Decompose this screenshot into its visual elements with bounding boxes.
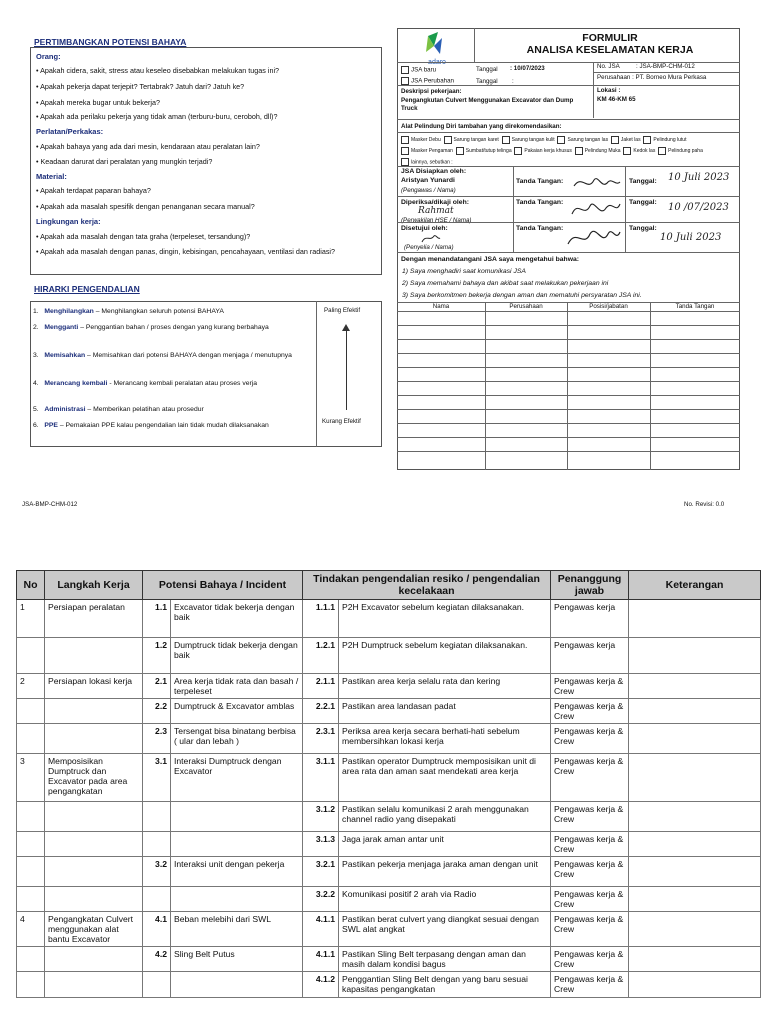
control-text: Pastikan Sling Belt terpasang dengan aman dan masih dalam kondisi bagus xyxy=(339,947,551,972)
pj-text: Pengawas kerja & Crew xyxy=(551,699,629,724)
control-text: Pastikan pekerja menjaga jaraka aman dengan unit xyxy=(339,857,551,887)
row-step: Persiapan lokasi kerja xyxy=(45,674,143,699)
pj-text: Pengawas kerja & Crew xyxy=(551,724,629,754)
bullet: • Apakah terdapat paparan bahaya? xyxy=(36,186,151,195)
table-row xyxy=(17,887,761,912)
table-row xyxy=(17,857,761,887)
att-col-perusahaan: Perusahaan xyxy=(509,303,543,310)
row-no xyxy=(17,857,45,887)
jsa-table xyxy=(16,570,761,998)
control-no: 2.3.1 xyxy=(303,724,339,754)
diperiksa-name: Rahmat xyxy=(418,206,454,216)
control-text: Jaga jarak aman antar unit xyxy=(339,832,551,857)
disiapkan-role: (Pengawas / Nama) xyxy=(401,187,456,194)
control-no: 3.1.1 xyxy=(303,754,339,802)
hazard-text: Sling Belt Putus xyxy=(171,947,303,972)
pj-text: Pengawas kerja & Crew xyxy=(551,674,629,699)
hazard-no: 4.1 xyxy=(143,912,171,947)
pj-text: Pengawas kerja & Crew xyxy=(551,802,629,832)
row-no xyxy=(17,699,45,724)
att-col-ttd: Tanda Tangan xyxy=(675,303,715,310)
control-no: 4.1.1 xyxy=(303,947,339,972)
control-text: Penggantian Sling Belt dengan yang baru sesuai kapasitas pengangkatan xyxy=(339,972,551,998)
approver-mark-icon xyxy=(420,232,442,244)
control-no: 1.2.1 xyxy=(303,638,339,674)
row-no: 2 xyxy=(17,674,45,699)
control-no: 1.1.1 xyxy=(303,600,339,638)
control-no: 3.1.3 xyxy=(303,832,339,857)
apd-checkbox[interactable]: Pakaian kerja khusus xyxy=(514,148,572,154)
hazard-no: 3.1 xyxy=(143,754,171,802)
row-no xyxy=(17,724,45,754)
pj-text: Pengawas kerja & Crew xyxy=(551,912,629,947)
control-no: 3.2.2 xyxy=(303,887,339,912)
diperiksa-role: (Perwakilan HSE / Nama) xyxy=(401,217,472,224)
row-step xyxy=(45,857,143,887)
hazard-no xyxy=(143,887,171,912)
no-jsa-label: No. JSA xyxy=(597,63,620,70)
keterangan xyxy=(629,724,761,754)
table-row xyxy=(17,638,761,674)
table-row xyxy=(17,724,761,754)
tgl2-value: 10 /07/2023 xyxy=(668,202,729,213)
bullet: • Apakah ada masalah dengan tata graha (terpeleset, tersandung)? xyxy=(36,232,251,241)
hazard-no: 1.2 xyxy=(143,638,171,674)
keterangan xyxy=(629,912,761,947)
tgl3-value: 10 Juli 2023 xyxy=(660,232,722,243)
table-row xyxy=(17,674,761,699)
hazard-text: Tersengat bisa binatang berbisa ( ular dan lebah ) xyxy=(171,724,303,754)
lokasi-value: KM 46-KM 65 xyxy=(597,96,636,103)
tgl1-value: 10 Juli 2023 xyxy=(668,172,730,183)
tanggal2-label: Tanggal xyxy=(476,78,498,85)
control-no: 3.1.2 xyxy=(303,802,339,832)
apd-row-2 xyxy=(401,147,703,155)
pj-text: Pengawas kerja xyxy=(551,600,629,638)
form-title-1: FORMULIR xyxy=(582,32,638,44)
row-no xyxy=(17,802,45,832)
paling-efektif-label: Paling Efektif xyxy=(324,307,361,314)
jsa-perubahan-checkbox[interactable]: JSA Perubahan xyxy=(401,77,454,85)
row-no xyxy=(17,887,45,912)
hirarki-item: 2. Mengganti – Penggantian bahan / proses dengan yang kurang berbahaya xyxy=(33,324,269,331)
apd-lainnya[interactable]: lainnya, sebutkan : xyxy=(401,158,453,166)
col-no: No xyxy=(17,571,45,600)
row-step xyxy=(45,724,143,754)
col-pj: Penanggung jawab xyxy=(551,571,629,600)
disiapkan-label: JSA Disiapkan oleh: xyxy=(401,168,467,175)
hazard-text: Interaksi unit dengan pekerja xyxy=(171,857,303,887)
row-step xyxy=(45,802,143,832)
no-jsa-value: : JSA-BMP-CHM-012 xyxy=(636,63,695,70)
hazard-no: 2.1 xyxy=(143,674,171,699)
doc-code: JSA-BMP-CHM-012 xyxy=(22,501,78,508)
sign-point: 1) Saya menghadiri saat komunikasi JSA xyxy=(402,268,526,275)
hirarki-item: 4. Merancang kembali - Merancang kembali peralatan atau proses verja xyxy=(33,380,258,387)
hazard-no: 4.2 xyxy=(143,947,171,972)
diperiksa-label: Diperiksa/dikaji oleh: xyxy=(401,199,469,206)
hazard-text xyxy=(171,832,303,857)
hazard-text xyxy=(171,972,303,998)
control-text: Pastikan berat culvert yang diangkat sesuai dengan SWL alat angkat xyxy=(339,912,551,947)
disetujui-role: (Penyelia / Nama) xyxy=(404,244,454,251)
bullet: • Keadaan darurat dari peralatan yang mungkin terjadi? xyxy=(36,157,213,166)
control-text: Komunikasi positif 2 arah via Radio xyxy=(339,887,551,912)
row-step xyxy=(45,638,143,674)
row-no: 1 xyxy=(17,600,45,638)
row-step xyxy=(45,887,143,912)
apd-checkbox[interactable]: Kedok las xyxy=(623,148,655,154)
row-step: Persiapan peralatan xyxy=(45,600,143,638)
perusahaan: Perusahaan : PT. Borneo Mura Perkasa xyxy=(597,74,707,81)
potensi-bahaya-title: PERTIMBANGKAN POTENSI BAHAYA xyxy=(34,37,187,47)
keterangan xyxy=(629,972,761,998)
hazard-no xyxy=(143,972,171,998)
keterangan xyxy=(629,832,761,857)
apd-row-1 xyxy=(401,136,686,144)
row-no: 4 xyxy=(17,912,45,947)
apd-checkbox[interactable]: Sarung tangan kulit xyxy=(502,137,555,143)
control-text: Pastikan operator Dumptruck memposisikan unit di area rata dan aman saat mendekati area kerja xyxy=(339,754,551,802)
control-text: Pastikan area landasan padat xyxy=(339,699,551,724)
group-label-peralatan: Perlatan/Perkakas: xyxy=(36,127,104,136)
table-row xyxy=(17,947,761,972)
control-text: Pastikan area kerja selalu rata dan kering xyxy=(339,674,551,699)
tanggal-value: : 10/07/2023 xyxy=(510,65,545,72)
control-no: 2.2.1 xyxy=(303,699,339,724)
group-label-lingkungan: Lingkungan kerja: xyxy=(36,217,101,226)
group-label-material: Material: xyxy=(36,172,67,181)
row-no xyxy=(17,638,45,674)
ttd-label: Tanda Tangan: xyxy=(516,225,564,232)
keterangan xyxy=(629,802,761,832)
control-no: 2.1.1 xyxy=(303,674,339,699)
pj-text: Pengawas kerja & Crew xyxy=(551,947,629,972)
keterangan xyxy=(629,699,761,724)
col-langkah: Langkah Kerja xyxy=(45,571,143,600)
sign-point: 2) Saya memahami bahaya dan akibat saat melakukan pekerjaan ini xyxy=(402,280,609,287)
signature-1-icon xyxy=(572,172,622,194)
col-tindakan: Tindakan pengendalian resiko / pengendalian kecelakaan xyxy=(303,571,551,600)
hazard-no: 2.2 xyxy=(143,699,171,724)
tgl-label: Tanggal: xyxy=(629,199,657,206)
bullet: • Apakah bahaya yang ada dari mesin, kendaraan atau peralatan lain? xyxy=(36,142,260,151)
tgl-label: Tanggal: xyxy=(629,225,657,232)
row-step xyxy=(45,699,143,724)
lokasi-label: Lokasi : xyxy=(597,87,621,94)
hirarki-item: 1. Menghilangkan – Menghilangkan seluruh potensi BAHAYA xyxy=(33,308,224,315)
apd-checkbox[interactable]: Pelindung paha xyxy=(658,148,703,154)
control-text: P2H Dumptruck sebelum kegiatan dilaksanakan. xyxy=(339,638,551,674)
row-no: 3 xyxy=(17,754,45,802)
form-title-2: ANALISA KESELAMATAN KERJA xyxy=(526,44,694,56)
keterangan xyxy=(629,600,761,638)
hazard-no xyxy=(143,802,171,832)
tanggal-label: Tanggal xyxy=(476,66,498,73)
hazard-no xyxy=(143,832,171,857)
arrow-head-icon xyxy=(342,324,350,331)
hazard-text xyxy=(171,802,303,832)
adaro-logo-icon xyxy=(420,32,454,60)
hirarki-title: HIRARKI PENGENDALIAN xyxy=(34,284,140,294)
ttd-label: Tanda Tangan: xyxy=(516,199,564,206)
pj-text: Pengawas kerja & Crew xyxy=(551,887,629,912)
control-no: 4.1.1 xyxy=(303,912,339,947)
keterangan xyxy=(629,887,761,912)
hazard-text: Interaksi Dumptruck dengan Excavator xyxy=(171,754,303,802)
att-col-posisi: Posisi/jabatan xyxy=(589,303,628,310)
deskripsi-label: Deskripsi pekerjaan: xyxy=(401,88,462,95)
bullet: • Apakah ada perilaku pekerja yang tidak aman (terburu-buru, ceroboh, dll)? xyxy=(36,112,278,121)
hazard-text: Excavator tidak bekerja dengan baik xyxy=(171,600,303,638)
hazard-no: 1.1 xyxy=(143,600,171,638)
sign-point: 3) Saya berkomitmen bekerja dengan aman dan mematuhi persyaratan JSA ini. xyxy=(402,292,642,299)
apd-checkbox[interactable]: Pelindung lutut xyxy=(643,137,686,143)
apd-checkbox[interactable]: Sarung tangan las xyxy=(557,137,608,143)
bullet: • Apakah ada masalah dengan panas, dingin, kebisingan, pencahayaan, ventilasi dan radiasi? xyxy=(36,247,336,256)
apd-checkbox[interactable]: Sarung tangan karet xyxy=(444,137,499,143)
att-col-nama: Nama xyxy=(432,303,450,310)
adaro-logo: adaro xyxy=(420,32,454,64)
hazard-no: 3.2 xyxy=(143,857,171,887)
hirarki-item: 6. PPE – Pemakaian PPE kalau pengendalian lain tidak mudah dilaksanakan xyxy=(33,422,269,429)
bullet: • Apakah cidera, sakit, stress atau keseleo disebabkan melakukan tugas ini? xyxy=(36,66,280,75)
keterangan xyxy=(629,754,761,802)
group-label-orang: Orang: xyxy=(36,52,61,61)
hirarki-item: 5. Administrasi – Memberikan pelatihan atau prosedur xyxy=(33,406,204,413)
bullet: • Apakah mereka bugar untuk bekerja? xyxy=(36,98,160,107)
pj-text: Pengawas kerja xyxy=(551,638,629,674)
row-step xyxy=(45,947,143,972)
hirarki-item: 3. Memisahkan – Memisahkan dari potensi BAHAYA dengan menjaga / menutupnya xyxy=(33,352,292,359)
table-row xyxy=(17,972,761,998)
apd-checkbox[interactable]: Sumbat/tutup telinga xyxy=(456,148,512,154)
table-row xyxy=(17,802,761,832)
bullet: • Apakah pekerja dapat terjepit? Tertabrak? Jatuh dari? Jatuh ke? xyxy=(36,82,245,91)
row-step: Memposisikan Dumptruck dan Excavator pada area pengangkatan xyxy=(45,754,143,802)
disetujui-label: Disetujui oleh: xyxy=(401,225,448,232)
tanggal2-value: : xyxy=(512,78,514,85)
revision-number: No. Revisi: 0.0 xyxy=(684,501,725,508)
hazard-text xyxy=(171,887,303,912)
table-row xyxy=(17,600,761,638)
kurang-efektif-label: Kurang Efektif xyxy=(322,418,361,425)
control-text: Periksa area kerja secara berhati-hati sebelum membersihkan lokasi kerja xyxy=(339,724,551,754)
keterangan xyxy=(629,857,761,887)
apd-checkbox[interactable]: Masker Pengaman xyxy=(401,148,453,154)
apd-checkbox[interactable]: Pelindung Muka xyxy=(575,148,621,154)
hazard-text: Beban melebihi dari SWL xyxy=(171,912,303,947)
disiapkan-name: Aristyan Yunardi xyxy=(401,177,455,184)
signature-2-icon xyxy=(570,196,622,222)
table-row xyxy=(17,699,761,724)
apd-title: Alat Pelindung Diri tambahan yang direkomendasikan: xyxy=(401,123,562,130)
pj-text: Pengawas kerja & Crew xyxy=(551,832,629,857)
control-no: 4.1.2 xyxy=(303,972,339,998)
pj-text: Pengawas kerja & Crew xyxy=(551,754,629,802)
table-header xyxy=(17,571,761,600)
tgl-label: Tanggal: xyxy=(629,178,657,185)
table-row xyxy=(17,832,761,857)
table-row xyxy=(17,754,761,802)
keterangan xyxy=(629,638,761,674)
deskripsi-value: Pengangkutan Culvert Menggunakan Excavator dan Dump Truck xyxy=(401,97,574,112)
row-no xyxy=(17,972,45,998)
jsa-baru-checkbox[interactable]: JSA baru xyxy=(401,66,436,74)
control-no: 3.2.1 xyxy=(303,857,339,887)
row-no xyxy=(17,947,45,972)
row-no xyxy=(17,832,45,857)
ttd-label: Tanda Tangan: xyxy=(516,178,564,185)
apd-checkbox[interactable]: Masker Debu xyxy=(401,137,441,143)
hazard-text: Dumptruck tidak bekerja dengan baik xyxy=(171,638,303,674)
hazard-text: Area kerja tidak rata dan basah / terpeleset xyxy=(171,674,303,699)
signature-3-icon xyxy=(566,222,622,252)
row-step: Pengangkatan Culvert menggunakan alat bantu Excavator xyxy=(45,912,143,947)
col-potensi: Potensi Bahaya / Incident xyxy=(143,571,303,600)
apd-checkbox[interactable]: Jaket las xyxy=(611,137,641,143)
effectiveness-arrow-icon xyxy=(346,328,347,410)
pj-text: Pengawas kerja & Crew xyxy=(551,972,629,998)
keterangan xyxy=(629,947,761,972)
sign-intro: Dengan menandatangani JSA saya mengetahui bahwa: xyxy=(401,256,580,263)
hazard-text: Dumptruck & Excavator amblas xyxy=(171,699,303,724)
hazard-no: 2.3 xyxy=(143,724,171,754)
bullet: • Apakah ada masalah spesifik dengan penanganan secara manual? xyxy=(36,202,255,211)
row-step xyxy=(45,832,143,857)
row-step xyxy=(45,972,143,998)
col-keterangan: Keterangan xyxy=(629,571,761,600)
control-text: P2H Excavator sebelum kegiatan dilaksanakan. xyxy=(339,600,551,638)
control-text: Pastikan selalu komunikasi 2 arah menggunakan channel radio yang disepakati xyxy=(339,802,551,832)
keterangan xyxy=(629,674,761,699)
table-row xyxy=(17,912,761,947)
pj-text: Pengawas kerja & Crew xyxy=(551,857,629,887)
